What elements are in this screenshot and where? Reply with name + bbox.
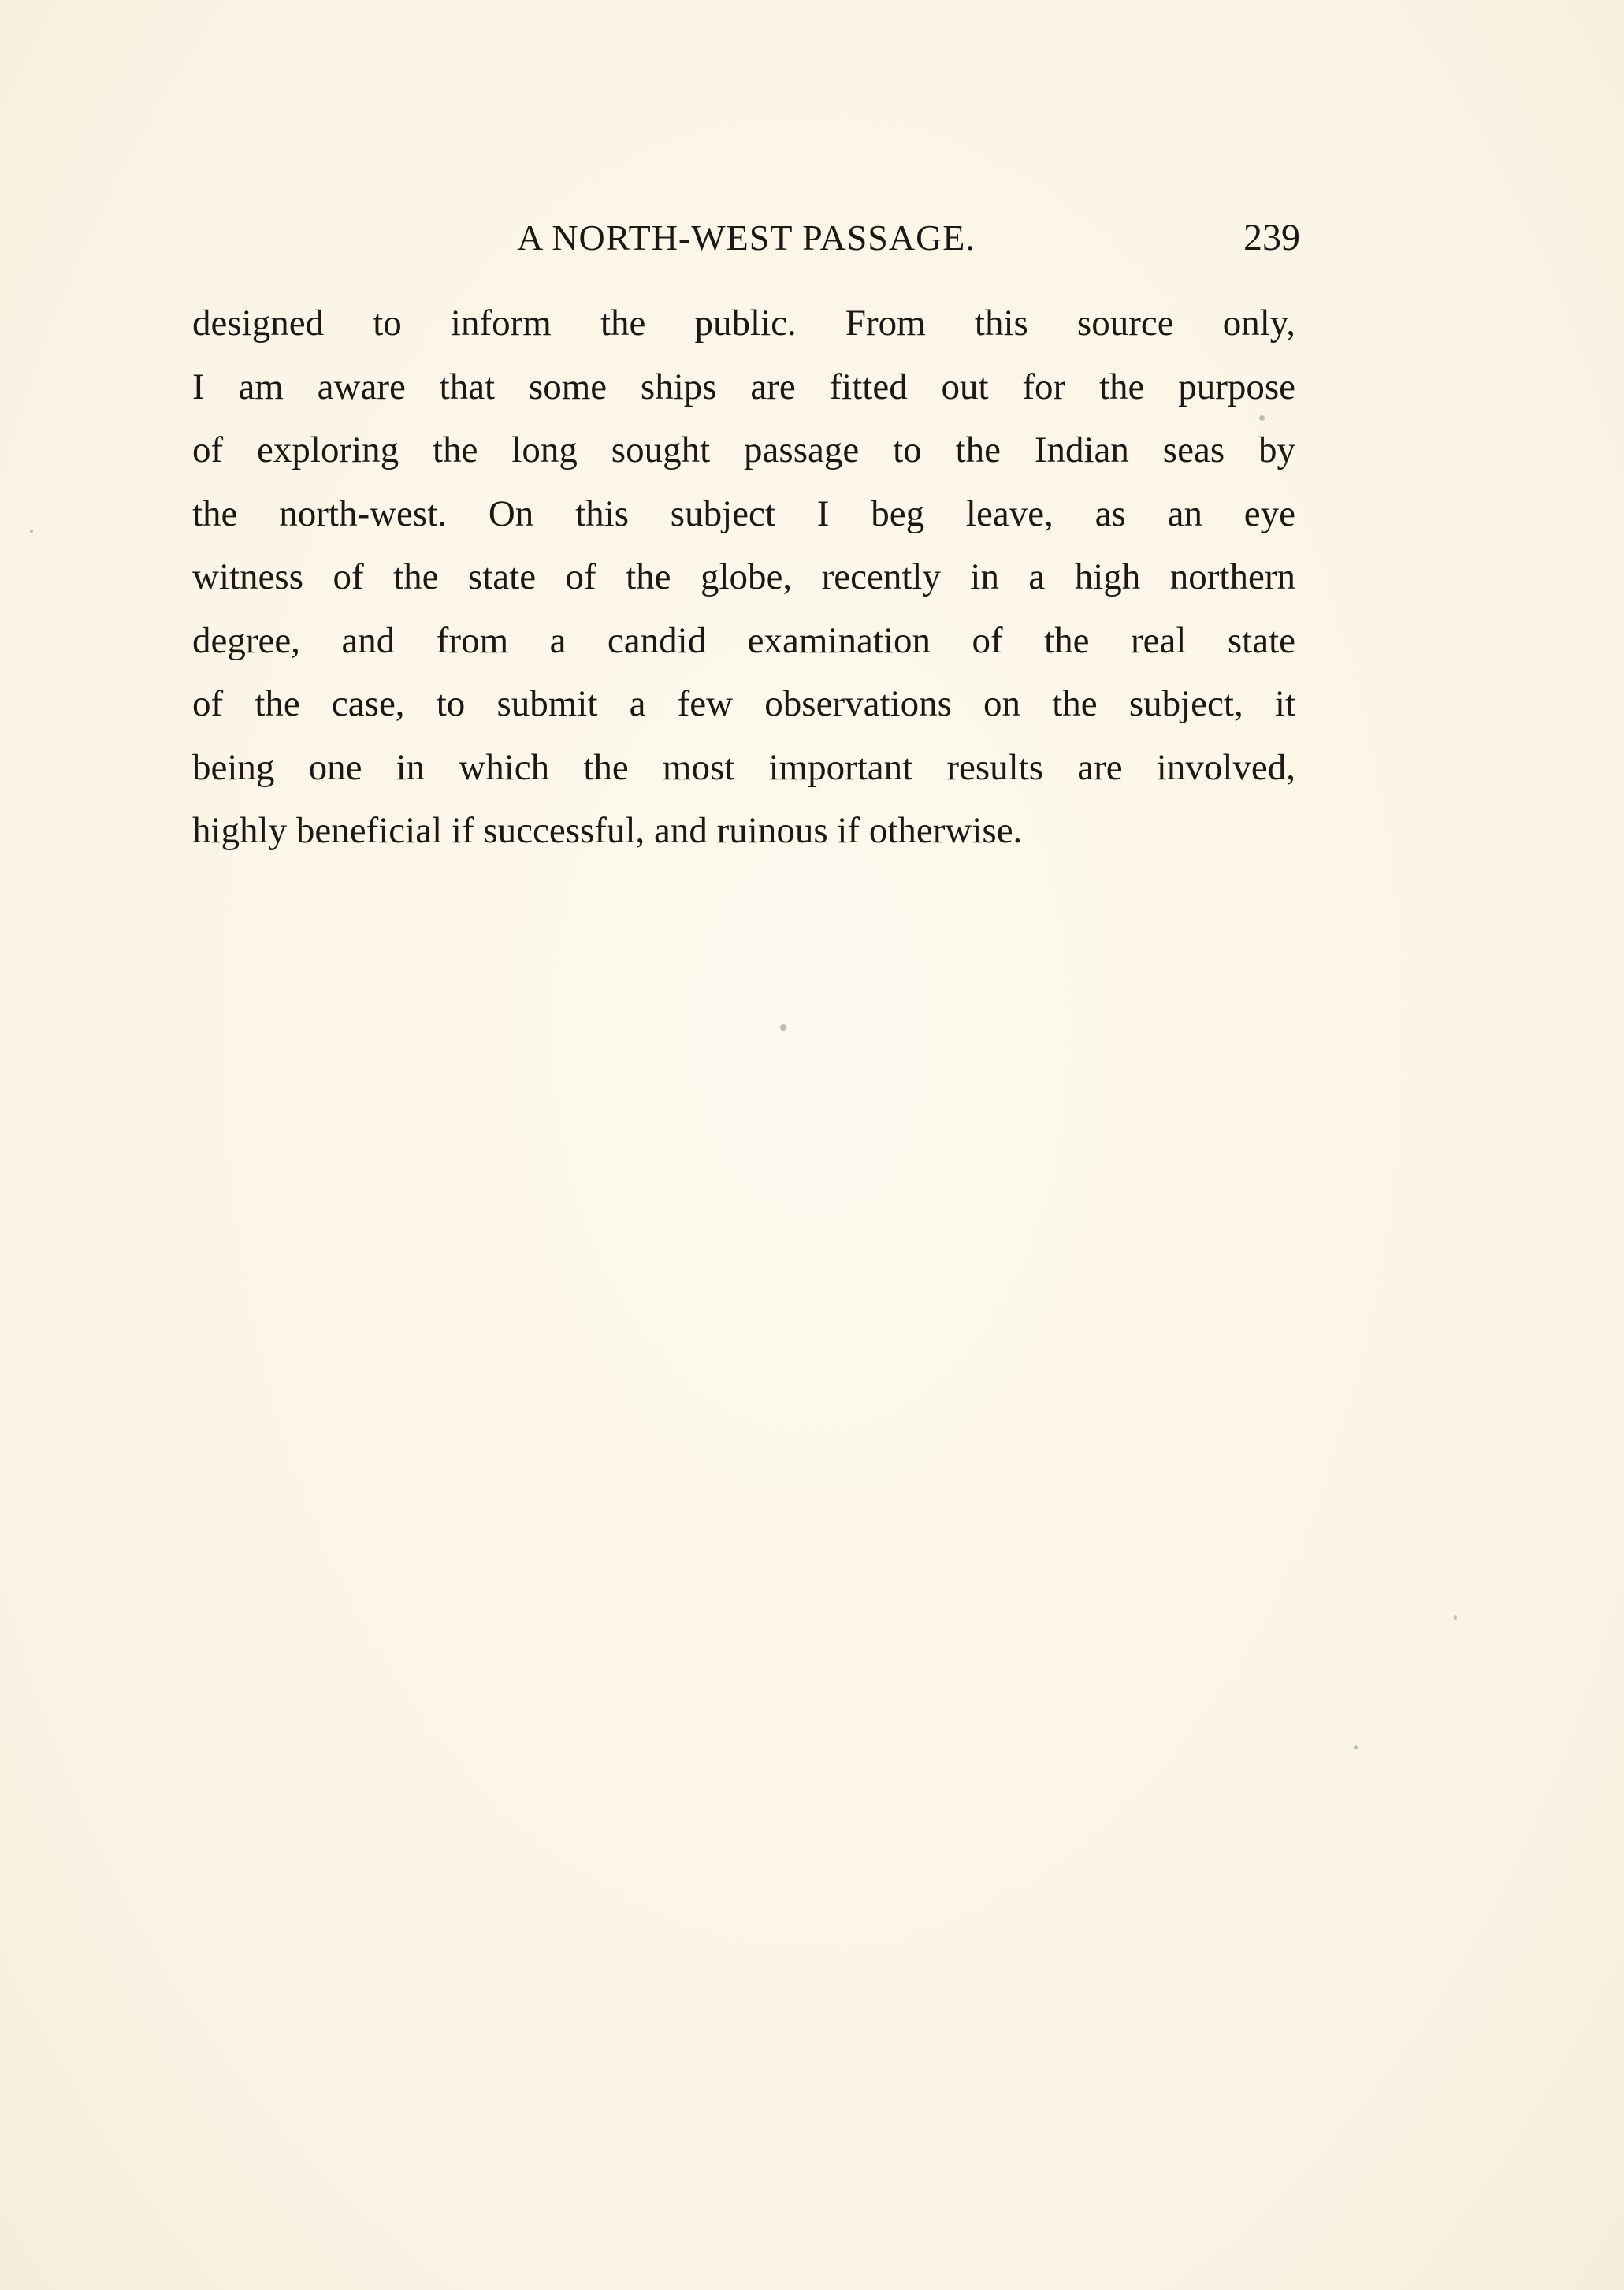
text-line: degree, and from a candid examination of the real state xyxy=(192,619,1295,661)
paper-speck xyxy=(1259,415,1265,421)
paper-speck xyxy=(1454,1615,1457,1620)
body-paragraph xyxy=(192,292,1295,863)
text-line: of exploring the long sought passage to the Indian seas by xyxy=(192,429,1295,470)
paper-speck xyxy=(780,1024,786,1031)
text-line: highly beneficial if successful, and ruinous if otherwise. xyxy=(192,810,1023,851)
text-line: of the case, to submit a few observations on the subject, it xyxy=(192,683,1295,724)
text-line: designed to inform the public. From this source only, xyxy=(192,303,1295,344)
text-line: I am aware that some ships are fitted out for the purpose xyxy=(192,366,1295,407)
paper-speck xyxy=(1354,1745,1358,1749)
text-line: the north-west. On this subject I beg leave, as an eye xyxy=(192,493,1295,534)
running-head xyxy=(192,206,1300,270)
running-title: A NORTH-WEST PASSAGE. xyxy=(517,217,976,258)
text-line: being one in which the most important results are involved, xyxy=(192,746,1295,788)
text-line: witness of the state of the globe, recently in a high northern xyxy=(192,556,1295,597)
page-number: 239 xyxy=(1243,217,1300,258)
paper-speck xyxy=(30,530,33,533)
